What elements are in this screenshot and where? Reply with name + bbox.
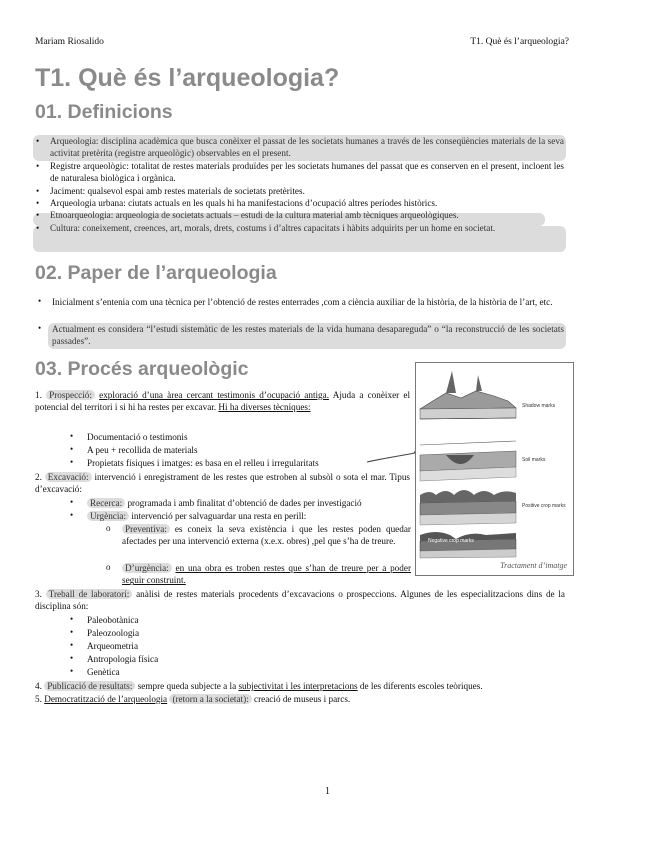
step-text: creació de museus i parcs.	[254, 694, 351, 704]
bullet: •	[70, 457, 74, 467]
step-text: subjectivitat i les interpretacions	[238, 681, 358, 691]
step-text: intervenció i enregistrament de les restes que estroben al subsòl o sota el mar. Tipus d’excavació:	[35, 472, 410, 495]
step-paren: (retorn a la societat):	[169, 694, 251, 704]
bullet: o	[106, 523, 111, 533]
step-number: 1.	[35, 390, 42, 400]
sub-label: Urgència:	[87, 511, 129, 521]
header-author: Mariam Riosalido	[35, 37, 104, 47]
crop-marks-diagram	[416, 363, 573, 559]
negative-crop-marks-panel	[420, 532, 516, 558]
list-item-preventiva	[122, 523, 411, 548]
step-label: Publicació de resultats:	[44, 681, 135, 691]
step-text: sempre queda subjecte a la	[137, 681, 237, 691]
list-item: • Arqueologia urbana: ciutats actuals en les quals hi ha manifestacions d’ocupació altres períodes històrics.	[36, 197, 564, 209]
sub-text: en una obra es troben restes que s’han de treure per a poder seguir construint.	[122, 563, 412, 586]
list-item: Arqueometria	[87, 641, 139, 651]
step-label: Treball de laboratori:	[46, 589, 133, 599]
positive-crop-marks-panel	[420, 490, 516, 525]
section-heading-paper: 02. Paper de l’arqueologia	[35, 262, 277, 284]
bullet: •	[70, 666, 74, 676]
step-text: Hi ha diverses tècniques:	[218, 402, 311, 413]
bullet: •	[70, 614, 74, 624]
bullet: •	[70, 444, 74, 454]
shadow-marks-panel	[420, 371, 516, 419]
list-item: Paleobotànica	[87, 615, 139, 625]
step-label: Excavació:	[45, 472, 92, 482]
bullet: •	[70, 653, 74, 663]
bullet: •	[70, 510, 74, 520]
list-item: Paleozoologia	[87, 628, 140, 638]
list-item: A peu + recollida de materials	[87, 445, 198, 455]
list-item: Genètica	[87, 667, 120, 677]
figure-caption: Tractament d’imatge	[500, 561, 567, 570]
list-item: Inicialment s’entenia com una tècnica per l’obtenció de restes enterrades ,com a ciència auxiliar de la història, de la història de l’art, etc.	[52, 297, 553, 307]
sub-label: D’urgència:	[122, 563, 172, 573]
list-item: • Registre arqueològic: totalitat de restes materials produïdes per les societats humanes del passat que es conserven en el present, incloent les de naturalesa biològica i orgànica.	[36, 160, 564, 185]
step-number: 4.	[35, 681, 42, 691]
soil-marks-panel	[420, 441, 516, 481]
page-title: T1. Què és l’arqueologia?	[35, 64, 340, 92]
sub-text: es coneix la seva existència i que les restes poden quedar afectades per una intervenció externa (x.e.x. obres) ,pel que s’ha de treure.	[122, 524, 411, 547]
step-text: anàlisi de restes materials procedents d’excavacions o prospeccions. Algunes de les especialitzacions dins de la disciplina són:	[35, 589, 566, 612]
panel-label: Soil marks	[522, 457, 546, 463]
step-laboratori	[35, 588, 565, 613]
step-excavacio	[35, 471, 410, 496]
header-doc-title: T1. Què és l’arqueologia?	[470, 37, 569, 47]
list-item-recerca	[87, 497, 412, 509]
bullet: •	[38, 296, 42, 306]
archaeology-figure	[415, 362, 574, 576]
panel-label: Shadow marks	[522, 403, 556, 409]
list-item: Actualment es considera “l’estudi sistemàtic de les restes materials de la vida humana desapareguda” o “la reconstrucció de les societats passades”.	[52, 324, 564, 347]
step-text: de les diferents escoles teòriques.	[359, 681, 483, 691]
step-label: Democratització de l’arqueologia	[44, 694, 168, 704]
list-item: Propietats físiques i imatges: es basa en el relleu i irregularitats	[87, 458, 319, 468]
bullet: •	[38, 323, 42, 333]
list-item-durgencia	[122, 562, 411, 587]
page-number: 1	[325, 786, 330, 797]
section-heading-proces: 03. Procés arqueològic	[35, 358, 249, 380]
sub-label: Preventiva:	[122, 524, 170, 534]
step-text: Ajuda a conèixer el potencial del territori i si hi ha restes per excavar.	[35, 390, 411, 413]
step-democratitzacio	[35, 693, 575, 705]
list-item: • Jaciment: qualsevol espai amb restes materials de societats pretèrites.	[36, 185, 564, 197]
list-item-urgencia	[87, 510, 412, 522]
step-number: 2.	[35, 472, 42, 482]
step-label: Prospecció:	[46, 390, 95, 400]
section-heading-definicions: 01. Definicions	[35, 101, 173, 123]
bullet: o	[106, 562, 111, 572]
bullet: •	[70, 497, 74, 507]
list-item: • Etnoarqueologia: arqueologia de societats actuals – estudi de la cultura material amb tècniques arqueològiques.	[36, 209, 564, 221]
bullet: •	[70, 431, 74, 441]
bullet: •	[70, 640, 74, 650]
step-number: 3.	[35, 589, 42, 599]
panel-label: Positive crop marks	[522, 503, 566, 509]
step-publicacio	[35, 680, 575, 692]
step-text: exploració d’una àrea cercant testimonis d’ocupació antiga.	[99, 390, 330, 400]
list-item: Documentació o testimonis	[87, 432, 188, 442]
list-item: Antropologia física	[87, 654, 159, 664]
definitions-list	[36, 135, 564, 234]
sub-label: Recerca:	[87, 498, 125, 508]
panel-label: Negative crop marks	[428, 538, 474, 544]
sub-text: programada i amb finalitat d’obtenció de dades per investigació	[127, 498, 362, 508]
list-item: • Arqueologia: disciplina acadèmica que busca conèixer el passat de les societats humanes a través de les conseqüències materials de la seva activitat pretèrita (registre arqueològic) observables en el present.	[36, 135, 564, 160]
step-number: 5.	[35, 694, 42, 704]
step-prospeccio	[35, 389, 410, 414]
sub-text: intervenció per salvaguardar una resta en perill:	[131, 511, 307, 521]
bullet: •	[70, 627, 74, 637]
list-item: • Cultura: coneixement, creences, art, morals, drets, costums i d’altres capacitats i hàbits adquirits per un home en societat.	[36, 222, 564, 234]
